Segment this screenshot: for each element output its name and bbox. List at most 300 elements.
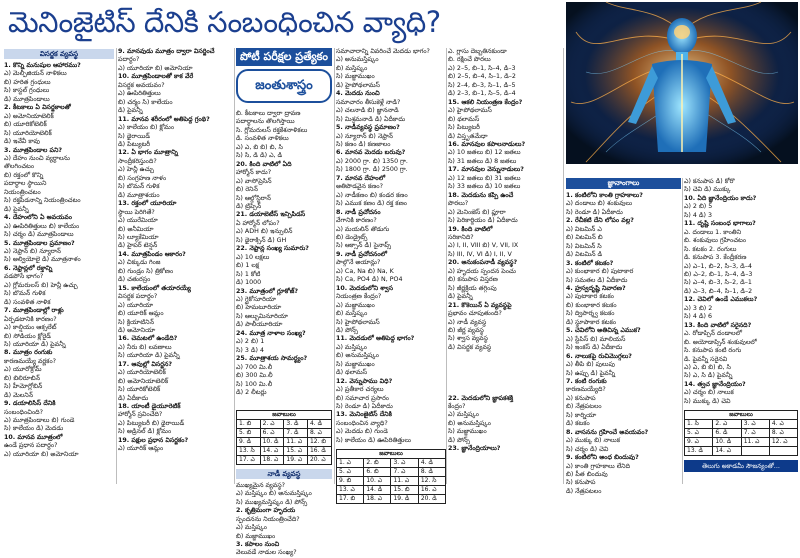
question-line: 9. మానవుడు మూత్రం ద్వారా విసర్జించే <box>118 48 215 55</box>
answer-row <box>685 420 798 429</box>
question-line: 6. మానవ మెదడు బరువు? <box>336 149 406 157</box>
section-heading-nervous: నాడీ వ్యవస్థ <box>236 469 332 479</box>
question-line: ఎ) అనుమస్తిష్కం <box>336 56 379 64</box>
human-brain-nervous-system-image <box>566 2 798 164</box>
question-line: సి) చర్మం డి) మూత్రపిండాలు <box>4 231 74 239</box>
exam-special-banner <box>236 48 332 106</box>
question-line: 11. మానవ శరీరంలో అతిపెద్ద గ్రంథి? <box>118 115 210 123</box>
answer-table <box>236 410 332 465</box>
answer-row <box>685 429 798 438</box>
answer-cell: 13. ఎ <box>337 486 364 495</box>
question-line: 7. కంటి రంగుకు <box>566 377 607 385</box>
question-line: ఎ) I, II, VIII బి) V, VII, IX <box>448 242 519 250</box>
question-line: సి) 1800 గ్రా. డి) 2500 గ్రా. <box>336 166 408 174</box>
question-line: సి. కనుపాప కంటి రంగు <box>684 347 742 355</box>
question-list <box>4 62 114 459</box>
question-line: కారణమయ్యేది? <box>566 386 606 394</box>
question-line: 13. రక్తంలో యూరియా <box>118 200 177 208</box>
question-line: తొలగించటం <box>4 163 35 171</box>
question-line: సి) కనుపాప <box>566 479 596 487</box>
answer-row <box>337 495 446 504</box>
column-7 <box>684 178 798 484</box>
answer-table-heading: జవాబులు <box>337 450 446 459</box>
answer-cell: 5. బి <box>237 428 261 437</box>
question-line <box>448 369 560 377</box>
question-line: ఎ) యురేమియా <box>118 217 158 225</box>
question-line: సి) ల్యూకేమియా <box>118 233 159 241</box>
answer-row <box>337 477 446 486</box>
question-line: సి) పిట్యుటరీ <box>448 124 480 132</box>
answer-cell: 9. డి <box>237 437 261 446</box>
answer-table-heading: జవాబులు <box>237 410 332 419</box>
answer-cell: 6. బి <box>364 468 391 477</box>
question-line: ఎ) నెఫ్రాన్ బి) న్యూరాన్ <box>4 247 61 255</box>
answer-cell <box>769 447 797 456</box>
answer-row <box>237 446 332 455</box>
question-line: 20. అనుకంపనాడీ వ్యవస్థ? <box>448 259 518 267</box>
question-line: పదార్థం? <box>118 56 140 64</box>
question-list <box>336 48 446 445</box>
page-headline: మెనింజైటిస్ దేనికి సంబంధించిన వ్యాధి? <box>8 5 441 39</box>
question-line: సి) కాలేయం డి) ఊపిరితిత్తులు <box>336 436 411 444</box>
question-line: విసర్జక అవయవం? <box>118 81 165 89</box>
question-line: కారణమయ్యే వర్ణకం? <box>4 357 57 365</box>
question-line <box>448 352 560 360</box>
question-line: ఎ) కాల్షియం ఆక్సలేట్ <box>4 324 57 332</box>
question-line: 23. మూత్రంలో గ్లూకోజ్? <box>236 287 298 295</box>
question-line: ఎ) మస్తిష్కం <box>448 411 479 419</box>
column-divider <box>116 48 117 484</box>
answer-cell: 2. బి <box>364 459 391 468</box>
question-line: డి) 1000 <box>236 279 262 287</box>
question-line: సి) ఆల్డోస్టిరాన్ <box>236 194 271 202</box>
question-line: 2. కీటకాలు ఏ విసర్జకాలతో <box>4 104 71 112</box>
answer-cell: 10. ఎ <box>364 477 391 486</box>
question-line: ఎ. దండాలు 1. కాంతిని <box>684 228 742 236</box>
question-line: బి) అమోనియాటెలిక్ <box>118 377 169 385</box>
question-line <box>448 361 560 369</box>
question-line: ఎ) 2 బి) 1 <box>236 338 265 346</box>
answer-cell: 12. సి <box>418 477 445 486</box>
question-line: నియంత్రణ కేంద్రం? <box>336 293 382 301</box>
question-line: డి) పైవన్నీ <box>448 293 473 301</box>
question-line: సి) బొమన్ గుళిక <box>118 183 160 191</box>
question-line: ప్రభావం చూపుతుంది? <box>448 310 502 318</box>
column-4 <box>336 48 446 503</box>
question-line: ఎ) దండాలు బి) శంకువులు <box>566 200 633 208</box>
question-line: సి) హైపోథలామస్ <box>336 318 380 326</box>
question-line: ఎ) 2–5, బి–1, సి–4, డి–3 <box>448 64 516 72</box>
question-line: సరికానిది? <box>448 233 474 241</box>
question-line: సి) ద్విపార్శ్వ కటకం <box>566 310 615 318</box>
question-line: బి) సంగ్రహణ నాళం <box>118 174 167 182</box>
question-line: డి) థలామస్ <box>336 369 368 377</box>
answer-cell: 14. ఎ <box>260 446 284 455</box>
question-line: సి) హీమోగ్లోబిన్ <box>4 383 43 391</box>
question-line: డి) విసర్జక వ్యవస్థ <box>448 343 492 351</box>
answer-cell: 11. ఎ <box>284 437 308 446</box>
question-line: ఎ) మూత్రపిండాలు బి) గుండె <box>4 417 75 425</box>
question-line: వడపోసే భాగం? <box>4 273 44 281</box>
question-line: 2. రేచీకటి దేని లోపం వల్ల? <box>566 217 634 225</box>
question-line: డి) స్థూపాకార కటకం <box>566 318 617 326</box>
question-line: ఎ) చర్మం బి) నాలుక <box>684 389 734 397</box>
answer-cell: 2. ఎ <box>260 419 284 428</box>
question-line: సి) రెండూ డి) ఏదీకాదు <box>566 208 623 216</box>
question-line: డి. సంవళిత నాళికలు <box>236 135 289 143</box>
question-line: డి) పాలీయూరియా <box>236 321 283 329</box>
question-line: 1. కంటిలోని కాంతి గ్రాహకాలు? <box>566 192 643 199</box>
question-line: ఎ) కుంభాకార బి) పుటాకార <box>566 268 634 276</box>
question-line: 5. మూత్రపిండాల ప్రమాణం? <box>4 239 75 247</box>
question-line: వేగానికి కారణం? <box>336 217 377 225</box>
answer-cell: 5. ఎ <box>337 468 364 477</box>
question-line: ఎ) యూరియా బి) అమోనియా <box>118 64 193 72</box>
answer-cell: 13. డి <box>685 447 713 456</box>
question-line: సి) రెండూ డి) ఏదీకాదు <box>336 403 393 411</box>
question-line: ఎ) నాడీకణం బి) కండర కణం <box>336 191 408 199</box>
answer-cell: 15. బి <box>391 486 418 495</box>
question-line: సి) ముక్కు డి) చెవి <box>684 397 731 405</box>
column-5 <box>448 48 560 484</box>
answer-cell: 19. ఎ <box>284 455 308 464</box>
question-line: బి) కుంభాకార కటకం <box>566 301 617 309</box>
banner-title: పోటీ పరీక్షల ప్రత్యేకం <box>236 48 332 66</box>
question-line: సి) విటమిన్ సి <box>566 242 602 250</box>
question-line: 5. చెవిలోని అతిచిన్న ఎముక? <box>566 327 641 335</box>
answer-row <box>237 428 332 437</box>
answer-row <box>685 447 798 456</box>
question-line: సి. గ్లోమరులస్ రక్తకేశనాళికలు <box>236 126 308 134</box>
question-line: 16. చెమటలో ఉండేది? <box>118 335 178 343</box>
answer-cell: 13. సి <box>237 446 261 455</box>
answer-cell: 14. డి <box>364 486 391 495</box>
question-line: 5. నాడీవ్యవస్థ ప్రమాణం? <box>336 124 400 132</box>
question-line: 17. మానవుల వెన్నునాడులు? <box>448 166 524 174</box>
question-line: నియంత్రించటం <box>4 188 41 196</box>
question-line: ఎ) తీపి బి) పులుపు <box>566 361 615 369</box>
question-line: 18. మెదడును కప్పి ఉంచే <box>448 191 514 199</box>
answer-cell: 11. ఎ <box>391 477 418 486</box>
question-line: ఎ) Ca, Na బి) Na, K <box>336 267 394 275</box>
question-line: సి) జీర్ణక్రియ తగ్గింపు <box>448 284 497 292</box>
question-line: సి) 1 కోటి <box>236 270 261 278</box>
answer-cell: 17. బి <box>337 495 364 504</box>
question-line: ఎ) ప్రతీకార చర్యలు <box>336 386 384 394</box>
question-line: బి) సోడియం క్లోరైడ్ <box>4 332 51 340</box>
column-3 <box>236 110 332 557</box>
question-line <box>448 386 560 394</box>
question-line: సమాచారం తీసుకెళ్లే నాడి? <box>336 98 401 106</box>
question-line: సి) మిశ్రమనాడి డి) ఏదీకాదు <box>336 115 405 123</box>
question-line: ఎ) మయలిన్ తొడుగు <box>336 225 390 233</box>
question-line: బి) 300 మి.లీ <box>236 372 273 380</box>
question-line: బి. శంకువులు గ్రహించటం <box>684 237 747 245</box>
question-line: బి) మస్తిష్కం <box>336 64 368 72</box>
question-line: ఎ) హైపోథలామస్ <box>448 107 492 115</box>
section-heading-sense-organs: జ్ఞానాంగాలు <box>566 178 681 189</box>
question-line: డి) ఏదీకాదు <box>118 394 149 402</box>
question-list <box>236 110 332 406</box>
question-line: 17. ఆవుల్లో విసర్జన? <box>118 360 173 368</box>
question-line: సి) రక్తపీడనాన్ని నియంత్రించటం <box>4 197 81 205</box>
question-line: డి) నేత్రపటలం <box>566 487 602 495</box>
answer-cell: 12. ఎ <box>769 438 797 447</box>
question-line: 24. మూత్ర నాళాల సంఖ్య? <box>236 329 306 337</box>
question-line: ఉండే ప్రధాన పదార్థం? <box>4 442 58 450</box>
question-line: సి) పెరికార్డియం డి) ఏదీకాదు <box>448 217 518 225</box>
question-line: సి) థైరాక్సిన్ డి) GH <box>236 236 287 244</box>
question-line: బి) జీర్ణ వ్యవస్థ <box>448 326 484 334</box>
question-line: సి) సి, డి డి) ఎ, డి <box>236 152 283 160</box>
question-line <box>448 378 560 386</box>
answer-cell: 2. ఎ <box>713 420 741 429</box>
question-line: సి) అడ్రినల్ డి) క్లోమం <box>118 428 172 436</box>
question-line: ఎ) మస్తిష్కం బి) అనుమస్తిష్కం <box>236 490 312 498</box>
section-heading-excretory: విసర్జక వ్యవస్థ <box>4 49 114 59</box>
question-line: సి) క్రియాటినిన్ <box>118 318 154 326</box>
column-divider <box>682 178 683 484</box>
answer-row <box>337 468 446 477</box>
question-line: సమాచారాన్ని వివరించే మెదడు భాగం? <box>336 48 430 55</box>
question-line: ఎ) గ్లోమరులస్ బి) హెన్లీ ఉచ్చు <box>4 281 78 289</box>
answer-table <box>336 449 446 504</box>
question-line: 9. నాడీ ప్రచోదనంలో <box>336 250 388 258</box>
question-line: బి) హెమటూరియా <box>236 304 282 312</box>
answer-cell: 3. ఎ <box>391 459 418 468</box>
column-6 <box>566 178 681 495</box>
question-line: 12. వెన్నుపాము విధి? <box>336 377 393 385</box>
question-line: బి) 1 లక్ష <box>236 262 260 270</box>
answer-row <box>337 459 446 468</box>
question-line: ఎ) యూరియా బి) అమోనియా <box>4 450 79 458</box>
question-line: బి. కీటకాలు ద్వారా ద్రావణ <box>236 110 301 117</box>
question-line: బి) నేత్రపటలం <box>566 403 602 411</box>
question-line: డి) చతురస్రం <box>118 276 151 284</box>
answer-cell: 6. డి <box>713 429 741 438</box>
question-line: 3. మూత్రపిండాల పని? <box>4 146 63 154</box>
question-line: 3. కంటిలో కటకం? <box>566 259 614 267</box>
question-line: 23. జ్ఞానేంద్రియాలు? <box>448 445 501 453</box>
answer-cell: 1. ఎ <box>337 459 364 468</box>
question-line: ఎ) హృదయ స్పందన పెంచు <box>448 267 516 275</box>
answer-cell: 11. ఎ <box>741 438 769 447</box>
question-line: ఎ) విటమిన్ ఎ <box>566 225 602 233</box>
answer-cell: 9. బి <box>337 477 364 486</box>
answer-table <box>684 410 798 456</box>
question-line: డి) విస్తృతమేధా <box>448 132 488 140</box>
answer-cell: 8. ఎ <box>769 429 797 438</box>
question-line: ఎ) చిక్కుడు గింజ <box>118 259 161 267</box>
question-line: 19. కింది వాటిలో <box>448 225 493 233</box>
question-line: ఎ) మెనింజెస్ బి) ప్లూరా <box>448 208 506 216</box>
question-line: డి) పోన్స్ <box>336 326 358 334</box>
question-line: 10. మానవ మూత్రంలో <box>4 433 63 441</box>
question-line: 4. దేహంలోని ఏ అవయవం <box>4 214 72 222</box>
answer-cell: 7. డి <box>284 428 308 437</box>
question-line: ఎ) యూరియా <box>118 301 154 309</box>
question-line: సి) 2–4, బి–3, సి–1, డి–5 <box>448 81 516 89</box>
question-line: ఎ. రోడాప్సిన్ దండాలలో <box>684 330 742 338</box>
banner-subject: జంతుశాస్త్రం <box>236 69 332 103</box>
question-line: సి) మజ్జాముఖం <box>336 360 375 368</box>
question-line: ఎ) మెల్పీజియన్ నాళికలు <box>4 70 67 78</box>
question-line: డి. కనుపాప 3. కేంద్రీకరణ <box>684 254 747 262</box>
question-line: వెలువడే నాడుల సంఖ్య? <box>236 549 297 557</box>
question-line: ఎ) 700 మి.లీ <box>236 363 273 371</box>
question-line: సి) 31 జతలు డి) 8 జతలు <box>448 157 517 165</box>
question-line: 4. మెదడు నుంచి <box>336 90 380 98</box>
question-line: సి) 3 డి) 4 <box>236 346 265 354</box>
question-line: ఎ) న్యూరాన్ బి) నెఫ్రాన్ <box>336 132 393 140</box>
question-line: బి) మస్తిష్కం <box>336 310 368 318</box>
question-line: సి) ఇంకస్ డి) ఏదీకాదు <box>566 344 623 352</box>
question-line: ఎ) మస్తిష్కం <box>236 524 267 532</box>
question-line: సి) ఆల్బుమినూరియా <box>236 312 289 320</box>
answer-cell: 7. ఎ <box>391 468 418 477</box>
question-line: సి) యూరియా డి) పైవన్నీ <box>118 352 180 360</box>
answer-cell: 14. ఎ <box>713 447 741 456</box>
question-line: ఎ) 10 లక్షలు <box>236 253 270 261</box>
column-1 <box>4 48 114 484</box>
question-line: సి) 4 డి) 3 <box>684 211 713 219</box>
question-line: ఎ) స్టేపిస్ బి) మాలియస్ <box>566 335 626 343</box>
column-divider <box>563 48 564 484</box>
question-line: 11. దృష్టి సంబంధ భాగాలు? <box>684 220 756 228</box>
question-line: బి. రక్షించే పొరలు <box>448 56 491 64</box>
answer-cell: 10. డి <box>260 437 284 446</box>
question-line: డి) 2 లీటర్లు <box>236 388 267 396</box>
question-line: ఎ) మెదడు బి) గుండె <box>336 428 388 436</box>
question-line: ఎ) వాసోప్రెసిన్ <box>236 177 272 185</box>
question-line: బి) చర్మం సి) కాలేయం <box>118 98 173 106</box>
question-line: సి) చర్మం డి) చెవి <box>566 445 609 453</box>
question-line: డి) మూత్రపిండాలు <box>4 95 50 103</box>
answer-cell: 4. డి <box>307 419 331 428</box>
question-line: 12. చెవిలో ఉండే ఎముకలు? <box>684 296 758 304</box>
question-line: ఎ) ముక్కు బి) నాలుక <box>566 437 620 445</box>
column-2 <box>118 48 232 484</box>
answer-row <box>685 438 798 447</box>
question-line: సి. కటకం 2. రంగులు <box>684 245 737 253</box>
question-line: 11. మెదడులో అతిపెద్ద భాగం? <box>336 335 415 343</box>
answer-cell: 9. ఎ <box>685 438 713 447</box>
question-line: బి) యూరిక్ ఆమ్లం <box>118 310 164 318</box>
question-line: బి) విటమిన్ బి <box>566 234 603 242</box>
question-line: 21. డయాబెటీస్ ఇన్సిపిడస్ <box>236 211 306 219</box>
question-line: సి) 100 మి.లీ <box>236 380 273 388</box>
answer-cell: 6. ఎ <box>260 428 284 437</box>
question-line: పదార్థాలను తొలగిస్తాయి <box>236 118 295 126</box>
question-line: 8. మూత్రం రంగుకు <box>4 349 53 357</box>
question-line: పదార్థాల స్థాయిని <box>4 180 47 188</box>
question-line: సి) కార్నియా <box>566 411 597 419</box>
question-line: డి) అమోనియా <box>118 326 156 334</box>
answer-cell: 15. ఎ <box>284 446 308 455</box>
answer-cell: 3. డి <box>284 419 308 428</box>
question-line: సంబంధించింది? <box>4 408 43 416</box>
question-line: బి) యూరికోటెలిక్ <box>4 121 47 129</box>
answer-cell: 18. ఎ <box>260 455 284 464</box>
question-line: సి) 4 డి) 6 <box>684 313 713 321</box>
question-line: ఏర్పడటానికి కారణం? <box>4 315 57 323</box>
question-line: ఎ) 12 జతలు బి) 31 జతలు <box>448 174 521 182</box>
answer-cell <box>741 447 769 456</box>
question-line: 10. ఏది జ్ఞానేంద్రియం కాదు? <box>684 194 757 202</box>
question-line: ఎ) కాలేయం బి) క్లోమం <box>118 124 175 132</box>
question-line: సి) యూరియా డి) పైవన్నీ <box>4 340 66 348</box>
question-line: సి) కణం డి) కణజాలం <box>336 140 391 148</box>
question-line: 19. పక్షుల ప్రధాన విసర్జకం? <box>118 436 189 444</box>
column-divider <box>234 48 235 484</box>
question-line: సి) బొమన్ గుళిక <box>4 290 46 298</box>
question-line: బి) మజ్జాముఖం <box>236 532 276 540</box>
question-line: బి) అనీమియా <box>118 225 154 233</box>
question-line: ఎ) కనుపాప డి) కోరొ <box>684 178 735 185</box>
question-line: సి) ఉప్పు డి) పైవన్నీ <box>566 369 616 377</box>
question-line: 21. కొకెయిన్ ఏ వ్యవస్థపై <box>448 301 512 309</box>
answer-table-heading: జవాబులు <box>685 411 798 420</box>
question-line: సి) థైరాయిడ్ <box>118 132 150 140</box>
answer-cell: 1. సి <box>685 420 713 429</box>
question-line: ఎ) పిట్యుటరీ బి) థైరాయిడ్ <box>118 419 185 427</box>
question-line: 16. మానవుల కపాలనాడులు? <box>448 140 526 148</box>
question-list <box>118 48 232 454</box>
question-line: బి) డెండ్రైట్స్ <box>336 233 368 241</box>
question-list <box>566 192 681 496</box>
question-line: సి) శ్వాస వ్యవస్థ <box>448 335 488 343</box>
answer-cell: 19. డి <box>391 495 418 504</box>
question-line: సి) ఎముక కణం డి) రక్త కణం <box>336 200 407 208</box>
question-line: డి) విటమిన్ డి <box>566 251 603 259</box>
question-line: 25. మూత్రాశయ సామర్థ్యం? <box>236 355 308 363</box>
question-line: 7. మూత్రపిండాల్లో రాళ్లు <box>4 307 64 315</box>
question-line: 7. మానవ దేహంలో <box>336 174 386 182</box>
question-line: డి) హైపోథలామస్ <box>336 81 380 89</box>
question-line: 10. మెదడులోని శ్వాస <box>336 284 394 292</box>
question-line: పాల్గొనే అయాన్లు? <box>336 259 381 267</box>
question-line: 14. మూత్రపిండం ఆకారం? <box>118 250 186 258</box>
answer-cell: 20. డి <box>418 495 445 504</box>
question-line: 1. కొన్ని మనుషుల ఆహారము? <box>4 62 81 69</box>
question-line: సి) యూరియోటెలిక్ <box>4 129 52 137</box>
question-line: ఎ) అమోనియాటెలిక్ <box>4 112 54 120</box>
question-line: బి) థలామస్ <box>448 115 480 123</box>
question-line: 20. కింది వాటిలో ఏది <box>236 160 292 168</box>
column-divider <box>446 48 447 484</box>
question-line: 15. కాలేయంలో తయారయ్యే <box>118 284 191 292</box>
question-line: బి) ఎ–2, బి–1, సి–4, డి–3 <box>684 270 753 278</box>
answer-cell: 8. డి <box>418 468 445 477</box>
question-line: డి) మూత్రాశయం <box>118 191 160 199</box>
answer-row <box>237 437 332 446</box>
answer-row <box>237 419 332 428</box>
question-list <box>448 48 560 454</box>
question-line: 12. ఏ భాగం మూత్రాన్ని <box>118 149 178 157</box>
question-line: సి) మజ్జాముఖం <box>336 73 375 81</box>
question-line: డి) హైపర్ టెన్షన్ <box>118 242 158 250</box>
answer-cell: 17. ఎ <box>237 455 261 464</box>
question-line: ఎ) 2000 గ్రా. బి) 1350 గ్రా. <box>336 157 408 165</box>
question-line: బి. అయోడాప్సిన్ శంకువులలో <box>684 338 757 346</box>
answer-cell: 4. డి <box>418 459 445 468</box>
question-line: ఎ) మజ్జాముఖం <box>336 301 375 309</box>
question-line: సి) కాలేయం డి) మెదడు <box>4 425 64 433</box>
question-line: 14. త్వచ జ్ఞానేంద్రియం? <box>684 380 746 388</box>
question-line: 15. ఆకలి నియంత్రణ కేంద్రం? <box>448 98 523 106</box>
question-line: 9. కంటిలోని అంధ బిందువు? <box>566 454 639 462</box>
question-line: ఎ) 3 బి) 2 <box>684 304 713 312</box>
